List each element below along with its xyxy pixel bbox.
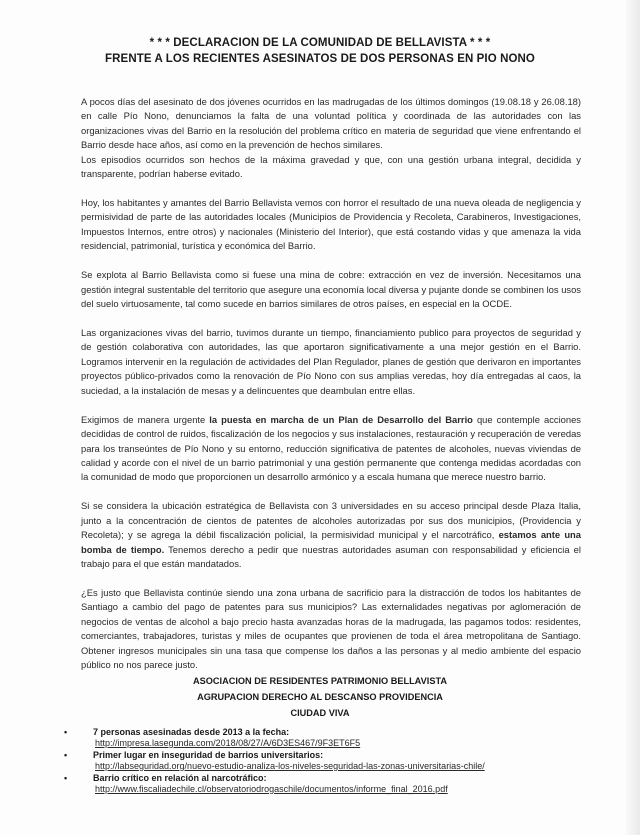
signatory-2: AGRUPACION DERECHO AL DESCANSO PROVIDENCIA (197, 692, 443, 702)
reference-item (64, 750, 624, 772)
paragraph-7-pre: Si se considera la ubicación estratégica de Bellavista con 3 universidades en su acceso principal desde Plaza Italia, junto a la concentración de cientos de patentes de alcoholes autorizadas por sus dos municipios, (Providencia y Recoleta); y se agrega la débil fiscalización policial, la permisividad municipal y el narcotráfico, (81, 500, 581, 541)
declaration-title: * * * DECLARACION DE LA COMUNIDAD DE BELLAVISTA * * * (149, 37, 491, 49)
reference-item (64, 773, 624, 795)
paragraph-6-emphasis: la puesta en marcha de un Plan de Desarrollo del Barrio (209, 413, 473, 425)
declaration-body (81, 95, 581, 687)
paragraph-2: Los episodios ocurridos son hechos de la máxima gravedad y que, con una gestión urbana integral, decidida y transparente, podrían haberse evitado. (81, 153, 581, 180)
paragraph-6 (81, 413, 581, 485)
signatory-1: ASOCIACION DE RESIDENTES PATRIMONIO BELLAVISTA (192, 676, 448, 686)
paragraph-6-post: que contemple acciones decididas de control de ruidos, fiscalización de los negocios y sus instalaciones, restauración y recuperación de veredas para los transeúntes de Pío Nono y su entorno, reducción significativa de patentes de alcoholes, nuevas viviendas de calidad y acorde con el nivel de un barrio patrimonial y una gestión permanente que contenga medidas acordadas con la comunidad de modo que proporcionen un desarrollo armónico y a escala humana que merece nuestro barrio. (81, 413, 581, 483)
bullet-icon: • (64, 750, 68, 760)
paragraph-7-emphasis: estamos ante una bomba de tiempo. (81, 529, 581, 555)
reference-link[interactable]: http://www.fiscaliadechile.cl/observatoriodrogaschile/documentos/informe_final_2016.pdf (95, 784, 448, 794)
declaration-subtitle: FRENTE A LOS RECIENTES ASESINATOS DE DOS PERSONAS EN PIO NONO (105, 53, 535, 65)
references-list (64, 727, 624, 796)
reference-title: 7 personas asesinadas desde 2013 a la fecha: (93, 727, 290, 737)
reference-item (64, 727, 624, 749)
paragraph-4: Se explota al Barrio Bellavista como si fuese una mina de cobre: extracción en vez de inversión. Necesitamos una gestión integral sustentable del territorio que asegure una economía local diversa y pujante donde se combinen los usos del suelo virtuosamente, tal como sucede en barrios similares de otros países, en especial en la OCDE. (81, 269, 581, 310)
reference-title: Barrio crítico en relación al narcotráfico: (93, 773, 267, 783)
paragraph-7-post: Tenemos derecho a pedir que nuestras autoridades asuman con responsabilidad y eficiencia el trabajo para el que están mandatados. (81, 543, 581, 569)
bullet-icon: • (64, 727, 68, 737)
signatory-3: CIUDAD VIVA (290, 708, 350, 718)
reference-title: Primer lugar en inseguridad de barrios universitarios: (93, 750, 324, 760)
paragraph-6-pre: Exigimos de manera urgente (81, 413, 210, 425)
reference-link[interactable]: http://impresa.lasegunda.com/2018/08/27/A/6D3ES467/9F3ET6F5 (95, 738, 361, 748)
paragraph-5: Las organizaciones vivas del barrio, tuvimos durante un tiempo, financiamiento publico para proyectos de seguridad y de gestión colaborativa con autoridades, las que aportaron significativamente a una mejor gestión en el Barrio. Logramos intervenir en la regulación de actividades del Plan Regulador, planes de gestión que derivaron en importantes proyectos público-privados como la renovación de Pío Nono con sus amplias veredas, hoy día entregadas al caos, la suciedad, a la instalación de mesas y a delincuentes que deambulan entre ellas. (81, 327, 581, 396)
paragraph-3: Hoy, los habitantes y amantes del Barrio Bellavista vemos con horror el resultado de una nueva oleada de negligencia y permisividad de parte de las autoridades locales (Municipios de Providencia y Recoleta, Carabineros, Investigaciones, Impuestos Internos, entre otros) y nacionales (Ministerio del Interior), que está costando vidas y que amenaza la vida residencial, patrimonial, turística y económica del Barrio. (81, 197, 581, 252)
paragraph-7 (81, 499, 581, 571)
bullet-icon: • (64, 773, 68, 783)
reference-link[interactable]: http://labseguridad.org/nuevo-estudio-analiza-los-niveles-seguridad-las-zonas-universitarias-chile/ (95, 761, 485, 771)
paragraph-1: A pocos días del asesinato de dos jóvenes ocurridos en las madrugadas de los últimos domingos (19.08.18 y 26.08.18) en calle Pío Nono, denunciamos la falta de una voluntad política y coordinada de las autoridades con las organizaciones vivas del Barrio en la resolución del problema crítico en materia de seguridad que viene enfrentando el Barrio desde hace años, así como en la prevención de hechos similares. (81, 96, 581, 151)
paragraph-8: ¿Es justo que Bellavista continúe siendo una zona urbana de sacrificio para la distracción de todos los habitantes de Santiago a cambio del pago de patentes para sus municipios? Las externalidades negativas por aglomeración de negocios de ventas de alcohol a bajo precio hasta avanzadas horas de la madrugada, las pagamos todos: residentes, comerciantes, trabajadores, turistas y miles de ocupantes que provienen de toda el área metropolitana de Santiago. Obtener ingresos municipales sin una tasa que compense los daños a las personas y al medio ambiente del espacio público no nos parece justo. (81, 586, 581, 670)
